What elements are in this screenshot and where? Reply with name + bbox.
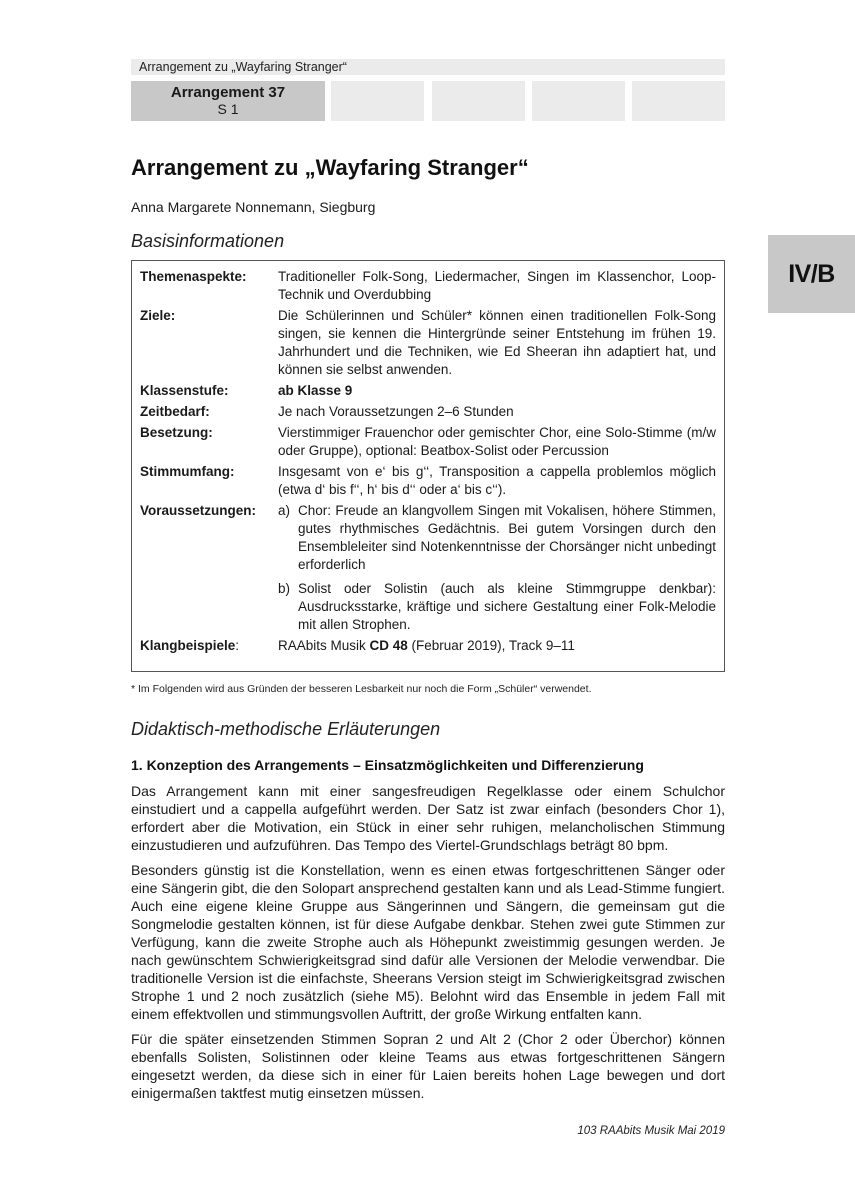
info-row bbox=[140, 307, 716, 379]
klang-post: (Februar 2019), Track 9–11 bbox=[407, 638, 575, 653]
chapter-tab: IV/B bbox=[768, 235, 855, 313]
sub-item bbox=[278, 580, 716, 634]
body-text bbox=[131, 782, 725, 1109]
info-value: Je nach Voraussetzungen 2–6 Stunden bbox=[278, 404, 514, 419]
info-label: Voraussetzungen: bbox=[140, 503, 257, 518]
info-label: Besetzung: bbox=[140, 425, 213, 440]
sub-text: Chor: Freude an klangvollem Singen mit Vokalisen, höhere Stimmen, gutes rhythmisches Gedächtnis. Bei gutem Vorsingen durch den Ensembleleiter sind Notenkenntnisse der Chorsänger nicht unbedingt erforderlich bbox=[298, 503, 716, 572]
header-empty-box bbox=[532, 81, 625, 121]
arrangement-number-box bbox=[131, 81, 325, 121]
info-value: Vierstimmiger Frauenchor oder gemischter Chor, eine Solo-Stimme (m/w oder Gruppe), optional: Beatbox-Solist oder Percussion bbox=[278, 425, 716, 458]
info-label: Stimmumfang: bbox=[140, 464, 235, 479]
section-heading-didaktik: Didaktisch-methodische Erläuterungen bbox=[131, 719, 441, 739]
klang-pre: RAAbits Musik bbox=[278, 638, 370, 653]
info-label: Themenaspekte: bbox=[140, 269, 247, 284]
header-empty-box bbox=[331, 81, 424, 121]
sub-text: Solist oder Solistin (auch als kleine Stimmgruppe denkbar): Ausdrucksstarke, kräftige und sichere Gestaltung einer Folk-Melodie mit allen Strophen. bbox=[298, 581, 716, 632]
author: Anna Margarete Nonnemann, Siegburg bbox=[131, 199, 376, 215]
info-label: Ziele: bbox=[140, 308, 176, 323]
section-heading-basis: Basisinformationen bbox=[131, 231, 285, 251]
info-value: Die Schülerinnen und Schüler* können einen traditionellen Folk-Song singen, sie kennen die Hintergründe seiner Entstehung im frühen 19. Jahrhundert und die Techniken, wie Ed Sheeran ihn adaptiert hat, und können sie selbst anwenden. bbox=[278, 308, 716, 377]
page-title: Arrangement zu „Wayfaring Stranger“ bbox=[131, 155, 529, 180]
info-value: ab Klasse 9 bbox=[278, 383, 353, 398]
klang-cd: CD 48 bbox=[369, 638, 408, 653]
sub-marker: b) bbox=[278, 581, 291, 596]
info-label: Zeitbedarf: bbox=[140, 404, 210, 419]
info-label-colon: : bbox=[235, 638, 240, 653]
info-row bbox=[140, 382, 716, 400]
paragraph: Besonders günstig ist die Konstellation, wenn es einen etwas fortgeschrittenen Sänger oder eine Sängerin gibt, die den Solopart ansprechend gestalten kann und als Lead-Stimme fungiert. Auch eine eigene kleine Gruppe aus Sängerinnen und Sängern, die gemeinsam gut die Songmelodie gestalten können, ist für diese Aufgabe denkbar. Stehen zwei gute Stimmen zur Verfügung, kann die zweite Strophe auch als Höhepunkt zweistimmig gesungen werden. Je nach gewünschtem Schwierigkeitsgrad sind dafür alle Versionen der Melodie verwendbar. Die traditionelle Version ist die einfachste, Sheerans Version steigt im Schwierigkeitsgrad zwischen Strophe 1 und 2 noch zusätzlich (siehe M5). Belohnt wird das Ensemble in jedem Fall mit einem effektvollen und stimmungsvollen Auftritt, der große Wirkung entfalten kann. bbox=[131, 862, 725, 1022]
info-row bbox=[140, 403, 716, 421]
info-box bbox=[131, 260, 725, 672]
footnote: * Im Folgenden wird aus Gründen der besseren Lesbarkeit nur noch die Form „Schüler“ verwendet. bbox=[131, 683, 592, 695]
header-empty-box bbox=[432, 81, 525, 121]
arrangement-number: Arrangement 37 bbox=[170, 84, 286, 101]
info-label bbox=[140, 637, 278, 655]
header-empty-box bbox=[632, 81, 725, 121]
info-row bbox=[140, 268, 716, 304]
info-row bbox=[140, 424, 716, 460]
info-value bbox=[278, 637, 716, 655]
info-value: Insgesamt von e‘ bis g‘‘, Transposition a cappella problemlos möglich (etwa d‘ bis f‘‘, h‘ bis d‘‘ oder a‘ bis c‘‘). bbox=[278, 464, 716, 497]
page-footer: 103 RAAbits Musik Mai 2019 bbox=[577, 1125, 725, 1137]
subheading-konzeption: 1. Konzeption des Arrangements – Einsatzmöglichkeiten und Differenzierung bbox=[131, 757, 644, 773]
info-value bbox=[278, 502, 716, 634]
sub-marker: a) bbox=[278, 503, 291, 518]
info-label-text: Klangbeispiele bbox=[140, 638, 236, 653]
paragraph: Das Arrangement kann mit einer sangesfreudigen Regelklasse oder einem Schulchor einstudiert und a cappella aufgeführt werden. Der Satz ist zwar einfach (besonders Chor 1), erfordert aber die Motivation, ein Stück in einer sehr ruhigen, melancholischen Stimmung einzustudieren und aufzuführen. Das Tempo des Viertel-Grundschlags beträgt 80 bpm. bbox=[131, 783, 725, 853]
info-value: Traditioneller Folk-Song, Liedermacher, Singen im Klassenchor, Loop-Technik und Overdubbing bbox=[278, 269, 716, 302]
info-row bbox=[140, 463, 716, 499]
running-head: Arrangement zu „Wayfaring Stranger“ bbox=[131, 59, 725, 75]
info-label: Klassenstufe: bbox=[140, 383, 229, 398]
header-boxes bbox=[131, 81, 725, 121]
info-row-klangbeispiele bbox=[140, 637, 716, 655]
page-number: S 1 bbox=[217, 101, 239, 117]
info-row-voraussetzungen bbox=[140, 502, 716, 634]
paragraph: Für die später einsetzenden Stimmen Sopran 2 und Alt 2 (Chor 2 oder Überchor) können ebenfalls Solisten, Solistinnen oder kleine Teams aus etwas fortgeschrittenen Sängern eingesetzt werden, da diese sich in einer für Laien bereits hohen Lage bewegen und dort einigermaßen taktfest mutig einsetzen müssen. bbox=[131, 1031, 725, 1101]
sub-item bbox=[278, 502, 716, 574]
